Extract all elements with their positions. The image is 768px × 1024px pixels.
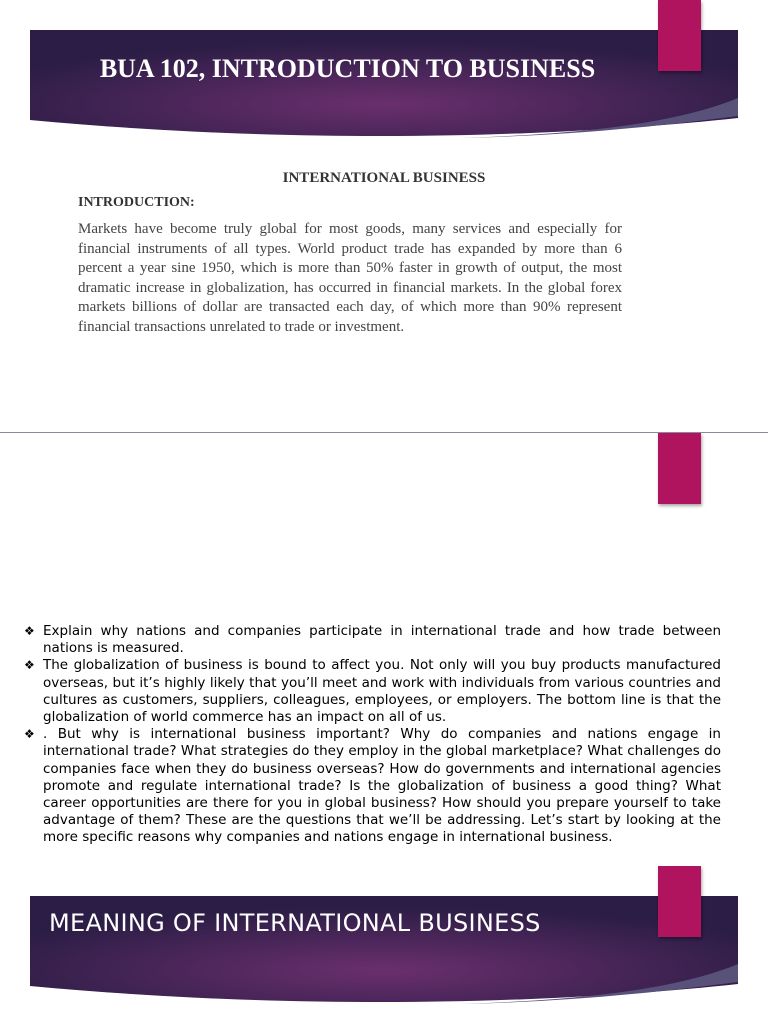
slide-1 [0, 0, 768, 432]
diamond-bullet-icon: ❖ [24, 624, 35, 638]
bullet-text: The globalization of business is bound to affect you. Not only will you buy products manufactured overseas, but it’s highly likely that you’ll meet and work with individuals from various countries and cultures as customers, suppliers, colleagues, employees, or employers. The bottom line is that the globalization of world commerce has an impact on all of us. [43, 657, 721, 726]
deck-title: BUA 102, INTRODUCTION TO BUSINESS [99, 54, 596, 83]
list-item [24, 726, 721, 846]
bullet-list [24, 623, 721, 847]
section-title: INTERNATIONAL BUSINESS [282, 170, 486, 186]
intro-paragraph: Markets have become truly global for most goods, many services and especially for financial instruments of all types. World product trade has expanded by more than 6 percent a year sine 1950, which is more than 50% faster in growth of output, the most dramatic increase in globalization, has occurred in financial markets. In the global forex markets billions of dollar are transacted each day, of which more than 90% represent financial transactions unrelated to trade or investment. [78, 221, 622, 335]
banner-background [30, 30, 738, 146]
accent-bar [658, 866, 701, 937]
bullet-text: . But why is international business important? Why do companies and nations engage in international trade? What strategies do they employ in the global marketplace? What challenges do companies face when they do business overseas? How do governments and international agencies promote and regulate international trade? Is the globalization of business a good thing? What career opportunities are there for you in global business? How should you prepare yourself to take advantage of them? These are the questions that we’ll be addressing. Let’s start by looking at the more specific reasons why companies and nations engage in international business. [43, 726, 721, 846]
slide-2 [0, 433, 768, 865]
bullet-text: Explain why nations and companies participate in international trade and how trade between nations is measured. [43, 623, 721, 657]
diamond-bullet-icon: ❖ [24, 727, 35, 742]
slide-3 [0, 866, 768, 1024]
list-item [24, 623, 721, 657]
accent-bar [658, 433, 701, 504]
title-banner [30, 30, 738, 146]
intro-heading: INTRODUCTION: [78, 195, 195, 210]
list-item [24, 657, 721, 726]
diamond-bullet-icon: ❖ [24, 658, 35, 673]
accent-bar [658, 0, 701, 71]
slide-title: MEANING OF INTERNATIONAL BUSINESS [49, 909, 541, 937]
